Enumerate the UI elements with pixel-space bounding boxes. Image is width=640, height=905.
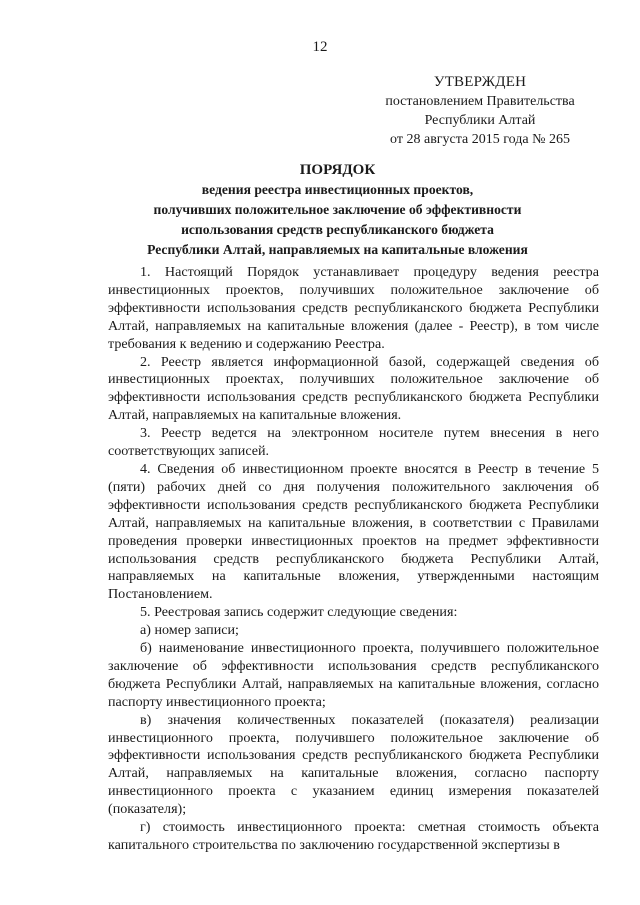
approval-block — [340, 73, 620, 149]
approval-line: от 28 августа 2015 года № 265 — [390, 132, 570, 147]
document-title: ПОРЯДОК — [299, 162, 376, 178]
list-item-b: б) наименование инвестиционного проекта, получившего положительное заключение об эффективности использования средств республиканского бюджета Республики Алтай, направляемых на капитальные вложения, согласно паспорту инвестиционного проекта; — [108, 640, 599, 710]
paragraph-2: 2. Реестр является информационной базой, содержащей сведения об инвестиционных проектах, получивших положительное заключение об эффективности использования средств республиканского бюджета Республики Алтай, направляемых на капитальные вложения. — [108, 353, 599, 424]
paragraph-4: 4. Сведения об инвестиционном проекте вносятся в Реестр в течение 5 (пяти) рабочих дней со дня получения положительного заключения об эффективности использования средств республиканского бюджета Республики Алтай, направляемых на капитальные вложения, в соответствии с Правилами проведения проверки инвестиционных проектов на предмет эффективности использования средств республиканского бюджета Республики Алтай, направляемых на капитальные вложения, утвержденными настоящим Постановлением. — [108, 460, 599, 603]
list-item-v: в) значения количественных показателей (показателя) реализации инвестиционного проекта, получившего положительное заключение об эффективности использования средств республиканского бюджета Республики Алтай, направляемых на капитальные вложения, согласно паспорту инвестиционного проекта с указанием единиц измерения показателей (показателя); — [108, 711, 599, 818]
list-item-a: а) номер записи; — [140, 622, 239, 639]
list-item-g: г) стоимость инвестиционного проекта: сметная стоимость объекта капитального строительства по заключению государственной экспертизы в — [108, 819, 599, 853]
approval-line: постановлением Правительства — [385, 94, 575, 109]
paragraph-1: 1. Настоящий Порядок устанавливает процедуру ведения реестра инвестиционных проектов, получивших положительное заключение об эффективности использования средств республиканского бюджета Республики Алтай, направляемых на капитальные вложения (далее - Реестр), в том числе требования к ведению и содержанию Реестра. — [108, 264, 599, 352]
page-number: 12 — [312, 39, 328, 55]
document-subtitle-line: использования средств республиканского бюджета — [181, 222, 494, 237]
paragraph-3: 3. Реестр ведется на электронном носителе путем внесения в него соответствующих записей. — [108, 425, 599, 460]
paragraph-5: 5. Реестровая запись содержит следующие сведения: — [140, 604, 458, 621]
approval-title: УТВЕРЖДЕН — [433, 74, 527, 90]
document-subtitle-line: получивших положительное заключение об эффективности — [153, 202, 522, 217]
approval-line: Республики Алтай — [424, 113, 536, 128]
document-subtitle-line: Республики Алтай, направляемых на капитальные вложения — [147, 242, 528, 257]
document-title-block — [60, 160, 615, 260]
document-subtitle-line: ведения реестра инвестиционных проектов, — [201, 182, 474, 197]
document-body — [108, 264, 599, 855]
